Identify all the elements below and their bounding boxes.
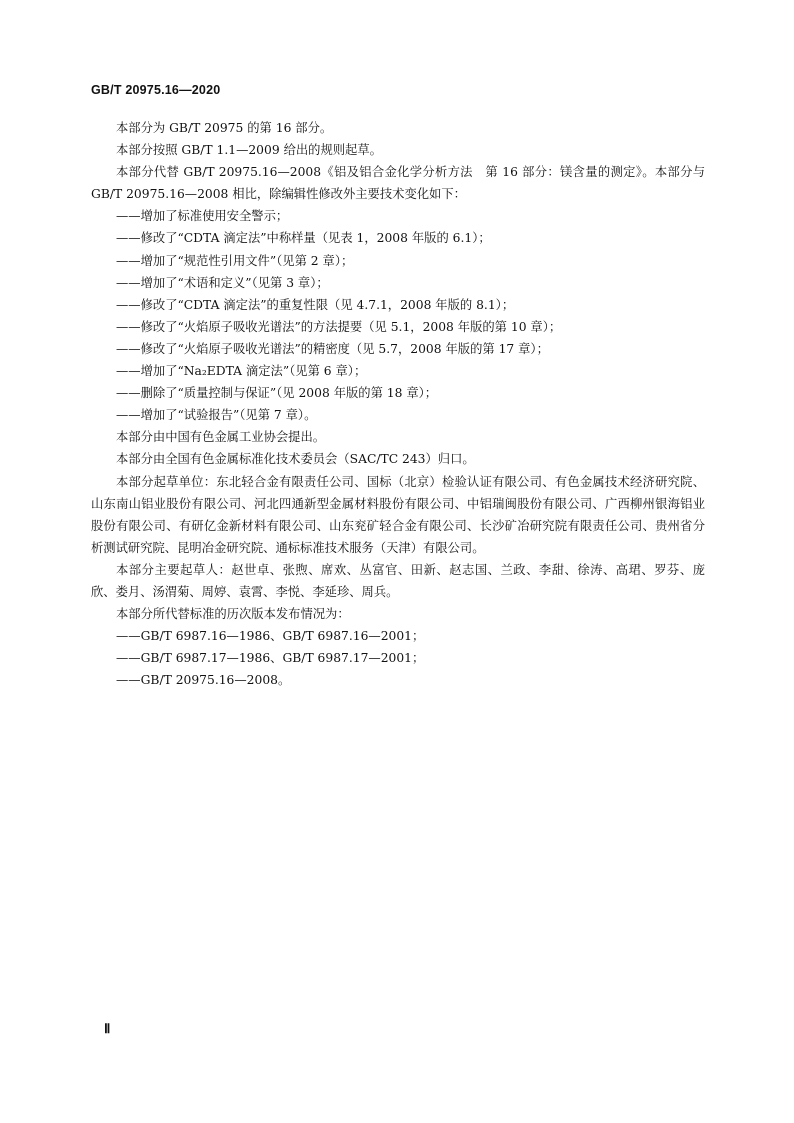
foreword-body [91, 117, 705, 691]
change-item: ——增加了“术语和定义”（见第 3 章）； [116, 275, 329, 290]
standard-code-header: GB/T 20975.16—2020 [91, 83, 221, 97]
foreword-paragraph: 本部分代替 GB/T 20975.16—2008《铝及铝合金化学分析方法 第 16 部分：镁含量的测定》。本部分与 GB/T 20975.16—2008 相比，除编辑性修改外主要技术变化如下： [91, 165, 705, 202]
change-item: ——删除了“质量控制与保证”（见 2008 年版的第 18 章）； [116, 386, 438, 401]
foreword-paragraph: 本部分为 GB/T 20975 的第 16 部分。 [116, 121, 333, 135]
change-item: ——增加了“规范性引用文件”（见第 2 章）； [116, 253, 354, 268]
foreword-paragraph: 本部分所代替标准的历次版本发布情况为： [116, 607, 350, 622]
change-item: ——修改了“CDTA 滴定法”的重复性限（见 4.7.1，2008 年版的 8.1）； [116, 297, 515, 312]
foreword-paragraph: 本部分由中国有色金属工业协会提出。 [116, 430, 326, 445]
foreword-paragraph: 本部分按照 GB/T 1.1—2009 给出的规则起草。 [116, 143, 382, 158]
change-item: ——增加了“试验报告”（见第 7 章）。 [116, 408, 317, 423]
history-list [91, 625, 705, 691]
change-item: ——增加了标准使用安全警示； [116, 209, 289, 224]
change-item: ——增加了“Na₂EDTA 滴定法”（见第 6 章）； [116, 364, 367, 379]
foreword-paragraph: 本部分由全国有色金属标准化技术委员会（SAC/TC 243）归口。 [116, 452, 475, 467]
history-item: ——GB/T 20975.16—2008。 [116, 673, 291, 688]
change-item: ——修改了“CDTA 滴定法”中称样量（见表 1，2008 年版的 6.1）； [116, 231, 491, 246]
changes-list [91, 205, 705, 426]
change-item: ——修改了“火焰原子吸收光谱法”的方法提要（见 5.1，2008 年版的第 10 章）； [116, 319, 562, 334]
history-item: ——GB/T 6987.16—1986、GB/T 6987.16—2001； [116, 629, 425, 644]
drafting-units-paragraph: 本部分起草单位：东北轻合金有限责任公司、国标（北京）检验认证有限公司、有色金属技术经济研究院、山东南山铝业股份有限公司、河北四通新型金属材料股份有限公司、中铝瑞闽股份有限公司、广西柳州银海铝业股份有限公司、有研亿金新材料有限公司、山东兖矿轻合金有限公司、长沙矿冶研究院有限责任公司、贵州省分析测试研究院、昆明冶金研究院、通标标准技术服务（天津）有限公司。 [91, 474, 705, 555]
history-item: ——GB/T 6987.17—1986、GB/T 6987.17—2001； [116, 651, 425, 666]
page-number: Ⅱ [104, 1021, 111, 1036]
change-item: ——修改了“火焰原子吸收光谱法”的精密度（见 5.7，2008 年版的第 17 章）； [116, 341, 549, 356]
drafters-paragraph: 本部分主要起草人：赵世卓、张煦、席欢、丛富官、田新、赵志国、兰政、李甜、徐涛、高珺、罗芬、庞欣、娄月、汤渭菊、周婷、袁霄、李悦、李延珍、周兵。 [91, 562, 705, 599]
